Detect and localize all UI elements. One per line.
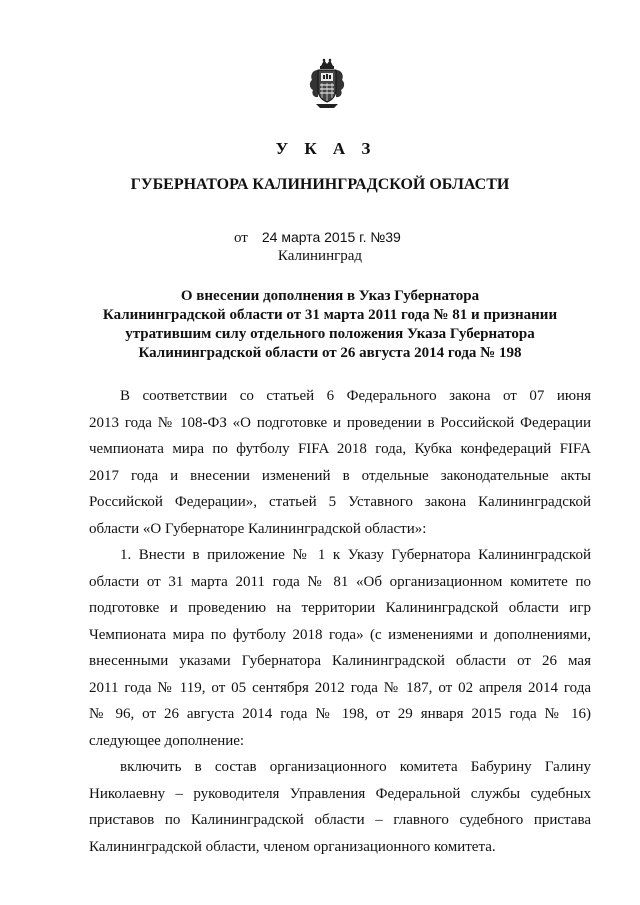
subject-line: Калининградской области от 26 августа 2014 года № 198: [138, 345, 522, 361]
decree-body: [89, 383, 591, 860]
date-line: [234, 229, 401, 247]
issuer-title: ГУБЕРНАТОРА КАЛИНИНГРАДСКОЙ ОБЛАСТИ: [130, 176, 510, 193]
decree-number: №39: [370, 229, 401, 245]
date-prefix: от: [234, 230, 248, 246]
body-line: Российской Федерации», статьей 5 Уставного закона Калининградской: [89, 494, 591, 510]
body-line: 2013 года № 108-ФЗ «О подготовке и проведении в Российской Федерации: [89, 414, 591, 431]
body-line: подготовке и проведению на территории Калининградской области игр: [89, 600, 591, 616]
body-line: Калининградской области, членом организационного комитета.: [89, 838, 496, 855]
body-line: Николаевну – руководителя Управления Федеральной службы судебных: [89, 785, 591, 802]
body-line: Чемпионата мира по футболу 2018 года» (с изменениями и дополнениями,: [89, 626, 591, 643]
body-line: № 96, от 26 августа 2014 года № 198, от 29 января 2015 года № 16): [89, 706, 591, 722]
body-line: включить в состав организационного комитета Бабурину Галину: [120, 759, 591, 775]
body-line: области от 31 марта 2011 года № 81 «Об организационном комитете по: [89, 573, 591, 590]
document-type-title: У К А З: [275, 139, 377, 158]
body-line: чемпионата мира по футболу FIFA 2018 года, Кубка конфедераций FIFA: [89, 441, 591, 457]
body-line: 1. Внести в приложение № 1 к Указу Губернатора Калининградской: [120, 547, 591, 563]
body-line: следующее дополнение:: [89, 732, 245, 749]
body-line: 2017 года и внесении изменений в отдельные законодательные акты: [89, 467, 591, 484]
coat-of-arms-emblem: [306, 58, 348, 110]
body-line: В соответствии со статьей 6 Федерального закона от 07 июня: [120, 388, 591, 404]
subject-line: О внесении дополнения в Указ Губернатора: [180, 288, 480, 304]
subject-line: утратившим силу отдельного положения Указа Губернатора: [125, 326, 535, 342]
body-line: приставов по Калининградской области – главного судебного пристава: [89, 812, 591, 828]
decree-date: 24 марта 2015 г.: [261, 229, 367, 245]
subject-line: Калининградской области от 31 марта 2011 года № 81 и признании: [102, 307, 558, 323]
body-line: внесенными указами Губернатора Калининградской области от 26 мая: [89, 653, 591, 669]
city-name: Калининград: [277, 248, 363, 264]
body-line: области «О Губернаторе Калининградской области»:: [89, 520, 427, 537]
decree-subject: [80, 287, 580, 363]
body-line: 2011 года № 119, от 05 сентября 2012 года № 187, от 02 апреля 2014 года: [89, 679, 591, 696]
